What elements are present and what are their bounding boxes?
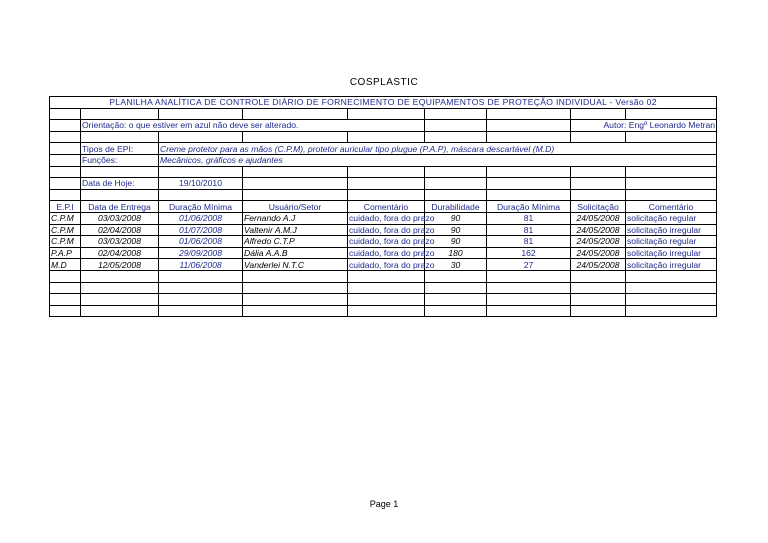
table-row <box>50 259 717 271</box>
table-row <box>50 224 717 236</box>
blank-row <box>50 131 717 143</box>
min-duration-cell[interactable]: 29/09/2008 <box>159 247 243 259</box>
cell[interactable] <box>487 294 571 306</box>
delivery-date-cell[interactable]: 03/03/2008 <box>81 236 159 248</box>
cell[interactable] <box>571 305 626 317</box>
header-min-duration: Duração Mínima <box>159 201 243 213</box>
blank-row <box>50 189 717 201</box>
cell[interactable] <box>81 108 159 120</box>
durability-cell[interactable]: 90 <box>425 212 487 224</box>
cell[interactable] <box>50 270 81 282</box>
cell[interactable] <box>81 294 159 306</box>
cell[interactable] <box>425 270 487 282</box>
durability-cell[interactable]: 90 <box>425 236 487 248</box>
cell[interactable] <box>487 131 571 143</box>
request-date-cell[interactable]: 24/05/2008 <box>571 212 626 224</box>
cell[interactable] <box>50 143 81 155</box>
delivery-date-cell[interactable]: 02/04/2008 <box>81 247 159 259</box>
min-duration-days-cell[interactable]: 81 <box>487 212 571 224</box>
date-label: Data de Hoje: <box>81 178 159 190</box>
cell[interactable] <box>348 178 425 190</box>
empty-row <box>50 305 717 317</box>
cell[interactable] <box>626 178 717 190</box>
cell[interactable] <box>243 305 348 317</box>
header-min-duration-days: Duração Mínima <box>487 201 571 213</box>
functions-value: Mecânicos, gráficos e ajudantes <box>159 154 717 166</box>
cell[interactable] <box>81 189 159 201</box>
epi-types-row <box>50 143 717 155</box>
cell[interactable] <box>487 282 571 294</box>
cell[interactable] <box>50 120 81 132</box>
cell[interactable] <box>487 305 571 317</box>
durability-cell[interactable]: 30 <box>425 259 487 271</box>
comment-2-cell[interactable]: solicitação irregular <box>626 224 717 236</box>
cell[interactable] <box>50 178 81 190</box>
cell[interactable] <box>626 131 717 143</box>
cell[interactable] <box>159 305 243 317</box>
cell[interactable] <box>50 166 81 178</box>
cell[interactable] <box>348 282 425 294</box>
cell[interactable] <box>159 108 243 120</box>
durability-cell[interactable]: 180 <box>425 247 487 259</box>
cell[interactable] <box>571 270 626 282</box>
cell[interactable] <box>487 189 571 201</box>
user-cell[interactable]: Dália A.A.B <box>243 247 348 259</box>
cell[interactable] <box>348 305 425 317</box>
cell[interactable] <box>571 108 626 120</box>
cell[interactable] <box>243 282 348 294</box>
cell[interactable] <box>159 166 243 178</box>
request-date-cell[interactable]: 24/05/2008 <box>571 247 626 259</box>
comment-cell[interactable]: cuidado, fora do prazo <box>349 236 435 247</box>
delivery-date-cell[interactable]: 02/04/2008 <box>81 224 159 236</box>
cell[interactable] <box>487 270 571 282</box>
cell[interactable] <box>81 305 159 317</box>
cell[interactable] <box>487 178 571 190</box>
epi-control-sheet <box>49 96 717 317</box>
cell[interactable] <box>159 294 243 306</box>
cell[interactable] <box>348 270 425 282</box>
cell[interactable] <box>159 270 243 282</box>
request-date-cell[interactable]: 24/05/2008 <box>571 259 626 271</box>
sheet-title: PLANILHA ANALÍTICA DE CONTROLE DIÁRIO DE FORNECIMENTO DE EQUIPAMENTOS DE PROTEÇÃO INDIVIDUAL - Versão 02 <box>50 97 717 109</box>
min-duration-days-cell[interactable]: 162 <box>487 247 571 259</box>
cell[interactable] <box>243 166 348 178</box>
cell[interactable] <box>81 270 159 282</box>
cell[interactable] <box>626 108 717 120</box>
epi-cell[interactable]: C.P.M <box>50 236 81 248</box>
header-delivery-date: Data de Entrega <box>81 201 159 213</box>
comment-cell[interactable]: cuidado, fora do prazo <box>349 213 435 224</box>
cell[interactable] <box>243 270 348 282</box>
cell[interactable] <box>626 305 717 317</box>
min-duration-cell[interactable]: 01/06/2008 <box>159 236 243 248</box>
title-row <box>50 97 717 109</box>
epi-cell[interactable]: M.D <box>50 259 81 271</box>
cell[interactable] <box>243 108 348 120</box>
cell[interactable] <box>425 166 487 178</box>
author-note: Autor: Engº Leonardo Metran <box>571 120 717 132</box>
empty-row <box>50 270 717 282</box>
date-row <box>50 178 717 190</box>
min-duration-cell[interactable]: 11/06/2008 <box>159 259 243 271</box>
cell[interactable] <box>626 294 717 306</box>
cell[interactable] <box>425 131 487 143</box>
header-request: Solicitação <box>571 201 626 213</box>
date-value[interactable]: 19/10/2010 <box>159 178 243 190</box>
cell[interactable] <box>50 131 81 143</box>
cell[interactable] <box>81 131 159 143</box>
header-user-sector: Usuário/Setor <box>243 201 348 213</box>
user-cell[interactable]: Vanderlei N.T.C <box>243 259 348 271</box>
comment-2-cell[interactable]: solicitação irregular <box>626 259 717 271</box>
cell[interactable] <box>81 166 159 178</box>
table-row <box>50 236 717 248</box>
functions-label: Funções: <box>81 154 159 166</box>
cell[interactable] <box>243 178 348 190</box>
comment-2-cell[interactable]: solicitação regular <box>626 236 717 248</box>
cell[interactable] <box>487 108 571 120</box>
cell[interactable] <box>50 154 81 166</box>
cell[interactable] <box>487 166 571 178</box>
comment-cell[interactable]: cuidado, fora do prazo <box>349 248 435 259</box>
cell[interactable] <box>243 131 348 143</box>
empty-row <box>50 282 717 294</box>
cell[interactable] <box>425 189 487 201</box>
company-name: COSPLASTIC <box>349 77 419 88</box>
cell[interactable] <box>487 120 571 132</box>
min-duration-cell[interactable]: 01/07/2008 <box>159 224 243 236</box>
cell[interactable] <box>50 189 81 201</box>
epi-cell[interactable]: C.P.M <box>50 212 81 224</box>
cell[interactable] <box>571 294 626 306</box>
cell[interactable] <box>348 108 425 120</box>
min-duration-days-cell[interactable]: 27 <box>487 259 571 271</box>
cell[interactable] <box>348 189 425 201</box>
request-date-cell[interactable]: 24/05/2008 <box>571 236 626 248</box>
cell[interactable] <box>159 282 243 294</box>
cell[interactable] <box>626 282 717 294</box>
header-comment-2: Comentário <box>626 201 717 213</box>
cell[interactable] <box>425 294 487 306</box>
epi-types-value: Creme protetor para as mãos (C.P.M), protetor auricular tipo plugue (P.A.P), máscara descartável (M.D) <box>159 143 717 155</box>
min-duration-cell[interactable]: 01/06/2008 <box>159 212 243 224</box>
delivery-date-cell[interactable]: 03/03/2008 <box>81 212 159 224</box>
cell[interactable] <box>425 108 487 120</box>
cell[interactable] <box>571 166 626 178</box>
cell[interactable] <box>425 305 487 317</box>
cell[interactable] <box>425 282 487 294</box>
cell[interactable] <box>425 178 487 190</box>
request-date-cell[interactable]: 24/05/2008 <box>571 224 626 236</box>
cell[interactable] <box>571 131 626 143</box>
min-duration-days-cell[interactable]: 81 <box>487 224 571 236</box>
cell[interactable] <box>50 282 81 294</box>
cell[interactable] <box>571 282 626 294</box>
cell[interactable] <box>626 166 717 178</box>
epi-cell[interactable]: P.A.P <box>50 247 81 259</box>
header-row <box>50 201 717 213</box>
comment-cell[interactable]: cuidado, fora do prazo <box>349 259 435 270</box>
cell[interactable] <box>348 166 425 178</box>
epi-cell[interactable]: C.P.M <box>50 224 81 236</box>
cell[interactable] <box>425 120 487 132</box>
comment-2-cell[interactable]: solicitação irregular <box>626 247 717 259</box>
user-cell[interactable]: Valtenir A.M.J <box>243 224 348 236</box>
cell[interactable] <box>348 131 425 143</box>
comment-cell[interactable]: cuidado, fora do prazo <box>349 224 435 235</box>
orientation-note: Orientação: o que estiver em azul não deve ser alterado. <box>81 120 425 132</box>
blank-row <box>50 108 717 120</box>
blank-row <box>50 166 717 178</box>
cell[interactable] <box>348 294 425 306</box>
user-cell[interactable]: Alfredo C.T.P <box>243 236 348 248</box>
table-row <box>50 247 717 259</box>
header-comment: Comentário <box>348 201 425 213</box>
header-durability: Durabilidade <box>425 201 487 213</box>
cell[interactable] <box>50 305 81 317</box>
cell[interactable] <box>243 189 348 201</box>
header-epi: E.P.I <box>50 201 81 213</box>
empty-row <box>50 294 717 306</box>
comment-2-cell[interactable]: solicitação regular <box>626 212 717 224</box>
min-duration-days-cell[interactable]: 81 <box>487 236 571 248</box>
cell[interactable] <box>626 270 717 282</box>
cell[interactable] <box>81 282 159 294</box>
cell[interactable] <box>50 108 81 120</box>
delivery-date-cell[interactable]: 12/05/2008 <box>81 259 159 271</box>
cell[interactable] <box>50 294 81 306</box>
cell[interactable] <box>571 189 626 201</box>
table-row <box>50 212 717 224</box>
cell[interactable] <box>571 178 626 190</box>
page-footer: Page 1 <box>369 499 399 509</box>
cell[interactable] <box>626 189 717 201</box>
cell[interactable] <box>159 189 243 201</box>
cell[interactable] <box>159 131 243 143</box>
user-cell[interactable]: Fernando A.J <box>243 212 348 224</box>
cell[interactable] <box>243 294 348 306</box>
durability-cell[interactable]: 90 <box>425 224 487 236</box>
functions-row <box>50 154 717 166</box>
epi-types-label: Tipos de EPI: <box>81 143 159 155</box>
orientation-row <box>50 120 717 132</box>
